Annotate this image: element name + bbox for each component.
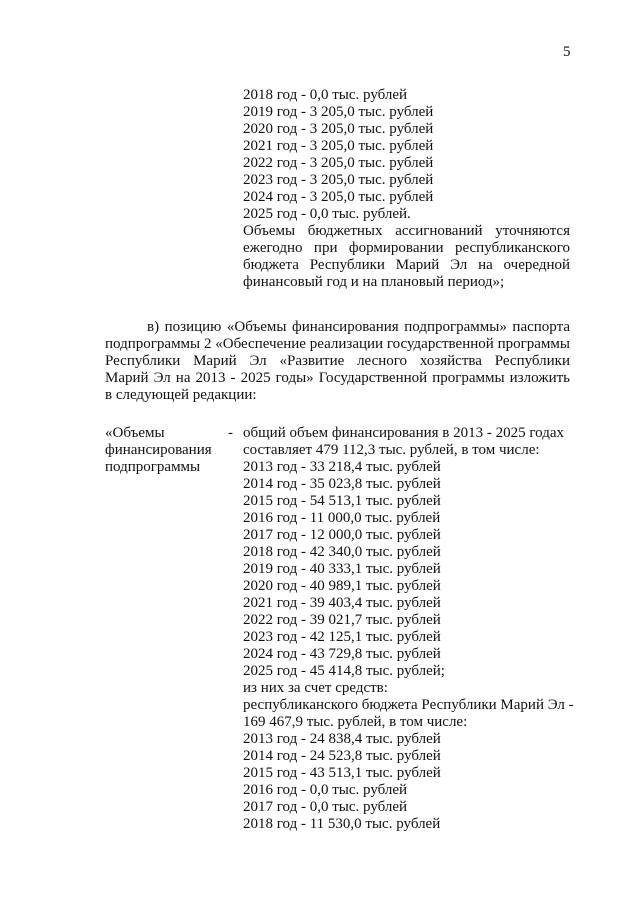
label-dash: - — [228, 425, 233, 441]
note-line: ежегодно при формировании республиканского — [243, 240, 570, 256]
note-line: бюджета Республики Марий Эл на очередной — [243, 257, 570, 273]
paragraph-line: подпрограммы 2 «Обеспечение реализации государственной программы — [105, 336, 570, 352]
paragraph-line: Республики Марий Эл «Развитие лесного хозяйства Республики — [105, 353, 570, 369]
paragraph-line: в) позицию «Объемы финансирования подпрограммы» паспорта — [147, 319, 570, 335]
year-line: 2025 год - 0,0 тыс. рублей. — [243, 206, 411, 222]
content-line: 169 467,9 тыс. рублей, в том числе: — [243, 714, 468, 730]
position-label: финансирования — [105, 442, 212, 458]
content-line: 2013 год - 24 838,4 тыс. рублей — [243, 731, 441, 747]
year-line: 2024 год - 3 205,0 тыс. рублей — [243, 189, 434, 205]
content-line: составляет 479 112,3 тыс. рублей, в том числе: — [243, 442, 540, 458]
paragraph-line: в следующей редакции: — [105, 387, 257, 403]
note-line: финансовый год и на плановый период»; — [243, 274, 505, 290]
paragraph-line: Марий Эл на 2013 - 2025 годы» Государственной программы изложить — [105, 370, 570, 386]
year-line: 2020 год - 3 205,0 тыс. рублей — [243, 121, 434, 137]
content-line: 2016 год - 0,0 тыс. рублей — [243, 782, 408, 798]
content-line: 2017 год - 0,0 тыс. рублей — [243, 799, 408, 815]
content-line: общий объем финансирования в 2013 - 2025 годах — [243, 425, 565, 441]
content-line: 2015 год - 54 513,1 тыс. рублей — [243, 493, 441, 509]
content-line: 2014 год - 35 023,8 тыс. рублей — [243, 476, 441, 492]
content-line: 2016 год - 11 000,0 тыс. рублей — [243, 510, 441, 526]
position-label: подпрограммы — [105, 459, 201, 475]
content-line: из них за счет средств: — [243, 680, 388, 696]
content-line: 2014 год - 24 523,8 тыс. рублей — [243, 748, 441, 764]
content-line: 2020 год - 40 989,1 тыс. рублей — [243, 578, 441, 594]
content-line: 2018 год - 42 340,0 тыс. рублей — [243, 544, 441, 560]
year-line: 2023 год - 3 205,0 тыс. рублей — [243, 172, 434, 188]
content-line: 2022 год - 39 021,7 тыс. рублей — [243, 612, 441, 628]
content-line: 2025 год - 45 414,8 тыс. рублей; — [243, 663, 445, 679]
content-line: республиканского бюджета Республики Марий Эл - — [243, 697, 574, 713]
year-line: 2021 год - 3 205,0 тыс. рублей — [243, 138, 434, 154]
content-line: 2023 год - 42 125,1 тыс. рублей — [243, 629, 441, 645]
content-line: 2015 год - 43 513,1 тыс. рублей — [243, 765, 441, 781]
content-line: 2021 год - 39 403,4 тыс. рублей — [243, 595, 441, 611]
note-line: Объемы бюджетных ассигнований уточняются — [243, 223, 570, 239]
content-line: 2013 год - 33 218,4 тыс. рублей — [243, 459, 441, 475]
year-line: 2018 год - 0,0 тыс. рублей — [243, 87, 408, 103]
year-line: 2022 год - 3 205,0 тыс. рублей — [243, 155, 434, 171]
position-label: «Объемы — [105, 425, 165, 441]
content-line: 2024 год - 43 729,8 тыс. рублей — [243, 646, 441, 662]
year-line: 2019 год - 3 205,0 тыс. рублей — [243, 104, 434, 120]
page-number: 5 — [563, 44, 571, 60]
content-line: 2019 год - 40 333,1 тыс. рублей — [243, 561, 441, 577]
content-line: 2018 год - 11 530,0 тыс. рублей — [243, 816, 441, 832]
content-line: 2017 год - 12 000,0 тыс. рублей — [243, 527, 441, 543]
